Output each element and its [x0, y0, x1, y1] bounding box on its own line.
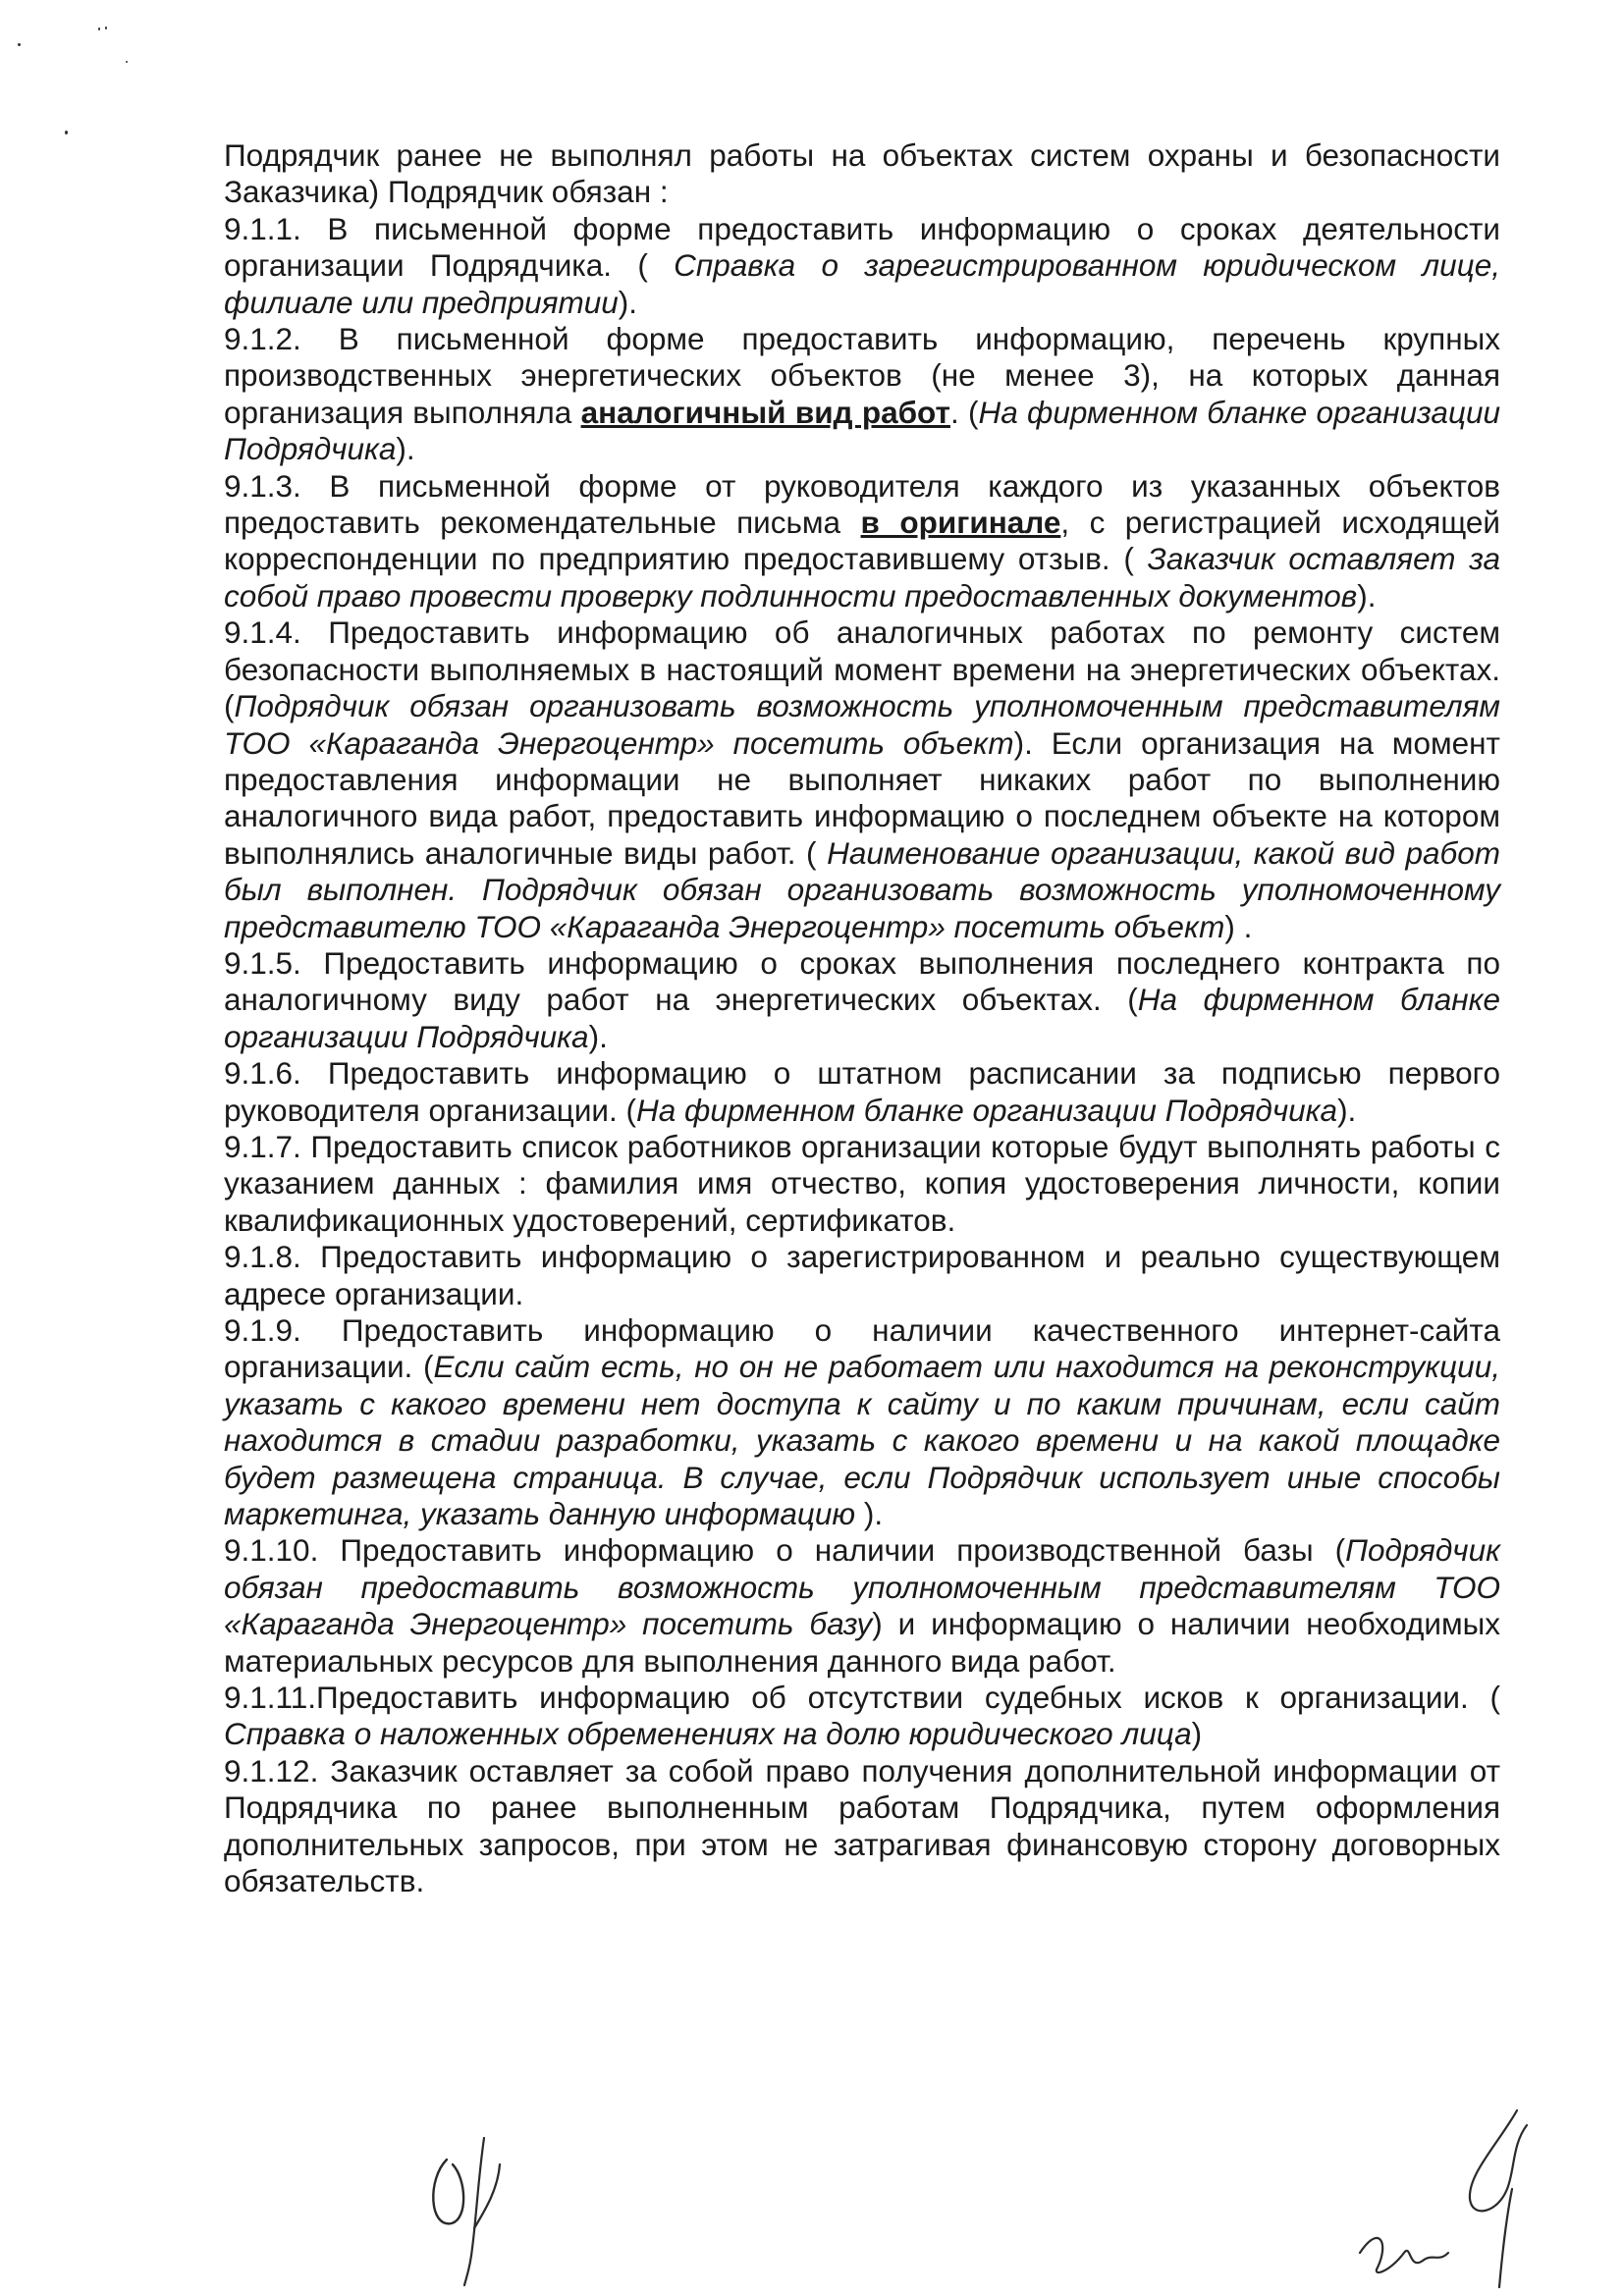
- body-text: 9.1.6. Предоставить информацию о штатном расписании за подписью первого руководителя организации. (: [224, 1055, 1500, 1128]
- body-text: 9.1.2. В письменной форме предоставить информацию, перечень крупных производственных энергетических объектов (не менее 3), на которых данная организация выполняла: [224, 321, 1500, 430]
- body-text: ).: [396, 431, 415, 467]
- body-text: 9.1.10. Предоставить информацию о наличии производственной базы (: [224, 1532, 1346, 1569]
- italic-note: На фирменном бланке организации Подрядчика: [224, 982, 1501, 1054]
- body-text: 9.1.3. В письменной форме от руководителя каждого из указанных объектов предоставить рекомендательные письма: [224, 467, 1500, 541]
- body-text: 9.1.11.Предоставить информацию об отсутствии судебных исков к организации. (: [224, 1680, 1500, 1716]
- body-text: 9.1.4. Предоставить информацию об аналогичных работах по ремонту систем безопасности выполняемых в настоящий момент времени на энергетических объектах. (: [224, 614, 1500, 724]
- paragraph-intro: [224, 137, 1500, 211]
- paragraph-9-1-6: [224, 1055, 1500, 1129]
- body-text: 9.1.9. Предоставить информацию о наличии качественного интернет-сайта организации. (: [224, 1312, 1500, 1385]
- paragraph-9-1-12: [224, 1753, 1500, 1900]
- italic-note: Справка о наложенных обременениях на долю юридического лица: [224, 1716, 1192, 1752]
- scan-speck: [18, 43, 21, 46]
- body-text: ): [1191, 1716, 1203, 1752]
- body-text: 9.1.7. Предоставить список работников организации которые будут выполнять работы с указанием данных : фамилия имя отчество, копия удостоверения личности, копии квалификационных удостоверений, сертификатов.: [224, 1128, 1500, 1238]
- body-text: 9.1.5. Предоставить информацию о сроках выполнения последнего контракта по аналогичному виду работ на энергетических объектах. (: [224, 944, 1500, 1018]
- italic-note: Если сайт есть, но он не работает или находится на реконструкции, указать с какого времени нет доступа к сайту и по каким причинам, если сайт находится в стадии разработки, указать с какого времени и на какой площадке будет размещена страница. В случае, если Подрядчик использует иные способы маркетинга, указать данную информацию: [224, 1349, 1500, 1532]
- body-text: ) .: [1224, 908, 1253, 944]
- body-text: . (: [949, 394, 979, 430]
- paragraph-9-1-10: [224, 1532, 1500, 1680]
- body-text: ).: [1337, 1092, 1357, 1128]
- emphasis-text: аналогичный вид работ: [580, 394, 950, 430]
- italic-note: Подрядчик обязан предоставить возможность уполномоченным представителям ТОО «Караганда Энергоцентр» посетить базу: [224, 1532, 1500, 1642]
- body-text: 9.1.8. Предоставить информацию о зарегистрированном и реально существующем адресе организации.: [224, 1239, 1500, 1311]
- paragraph-9-1-3: [224, 468, 1500, 615]
- body-text: ).: [1357, 577, 1377, 614]
- paragraph-9-1-9: [224, 1312, 1500, 1532]
- paragraph-9-1-1: [224, 211, 1500, 321]
- scan-speck: [126, 61, 128, 63]
- italic-note: Справка о зарегистрированном юридическом лице, филиале или предприятии: [224, 247, 1500, 320]
- paragraph-9-1-8: [224, 1239, 1500, 1312]
- document-body: [224, 137, 1500, 1900]
- body-text: , с регистрацией исходящей корреспонденции по предприятию предоставившему отзыв. (: [224, 505, 1501, 577]
- italic-note: Наименование организации, какой вид работ был выполнен. Подрядчик обязан организовать возможность уполномоченному представителю ТОО «Караганда Энергоцентр» посетить объект: [224, 834, 1500, 944]
- body-text: ).: [855, 1496, 884, 1532]
- signature-right: [1350, 2106, 1566, 2292]
- body-text: ).: [588, 1018, 608, 1054]
- body-text: ) и информацию о наличии необходимых материальных ресурсов для выполнения данного вида работ.: [224, 1606, 1500, 1679]
- paragraph-9-1-4: [224, 614, 1500, 945]
- paragraph-9-1-7: [224, 1129, 1500, 1239]
- scan-speck: [105, 27, 107, 29]
- paragraph-9-1-5: [224, 945, 1500, 1055]
- scan-speck: [65, 131, 68, 134]
- italic-note: На фирменном бланке организации Подрядчика: [636, 1092, 1338, 1128]
- italic-note: Подрядчик обязан организовать возможность уполномоченным представителям ТОО «Караганда Энергоцентр» посетить объект: [224, 688, 1500, 761]
- emphasis-text: в оригинале: [860, 505, 1061, 541]
- italic-note: Заказчик оставляет за собой право провести проверку подлинности предоставленных документов: [224, 541, 1501, 614]
- italic-note: На фирменном бланке организации Подрядчика: [224, 394, 1500, 467]
- body-text: 9.1.12. Заказчик оставляет за собой право получения дополнительной информации от Подрядчика по ранее выполненным работам Подрядчика, путем оформления дополнительных запросов, при этом не затрагивая финансовую сторону договорных обязательств.: [224, 1752, 1500, 1899]
- paragraph-9-1-11: [224, 1680, 1500, 1753]
- paragraph-9-1-2: [224, 321, 1500, 468]
- body-text: ).: [618, 284, 638, 320]
- body-text: Подрядчик ранее не выполнял работы на объектах систем охраны и безопасности Заказчика) Подрядчик обязан :: [224, 137, 1500, 210]
- scan-speck: [98, 27, 100, 30]
- body-text: ). Если организация на момент предоставления информации не выполняет никаких работ по выполнению аналогичного вида работ, предоставить информацию о последнем объекте на котором выполнялись аналогичные виды работ. (: [224, 724, 1500, 871]
- body-text: 9.1.1. В письменной форме предоставить информацию о сроках деятельности организации Подрядчика. (: [224, 210, 1500, 284]
- signature-left: [407, 2120, 515, 2287]
